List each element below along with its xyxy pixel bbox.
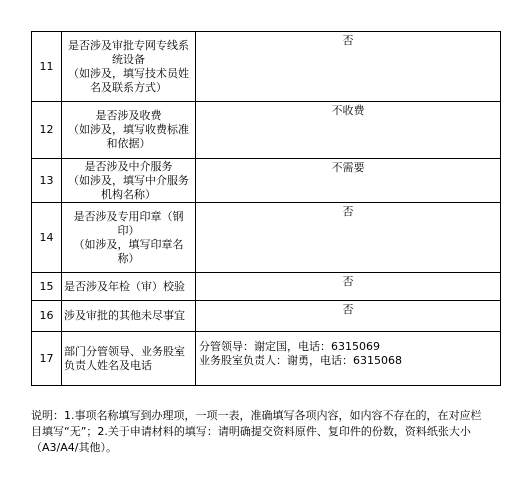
label-line: （如涉及，填写技术员姓 xyxy=(68,66,189,80)
table-row-16 xyxy=(32,301,501,332)
row-value-line: 业务股室负责人：谢勇，电话：6315068 xyxy=(199,353,402,367)
label-line: 是否涉及专用印章（钢 xyxy=(73,209,184,223)
label-line: （如涉及，填写中介服务 xyxy=(68,173,189,187)
label-line: （如涉及，填写收费标准 xyxy=(68,123,189,136)
table-row-11 xyxy=(32,32,501,102)
row-value-cell xyxy=(196,102,501,159)
label-line: 是否涉及中介服务 xyxy=(84,159,173,173)
label-line: 印） xyxy=(117,223,140,237)
row-value-cell xyxy=(196,159,501,203)
row-value: 否 xyxy=(342,303,354,316)
label-line: 统设备 xyxy=(112,52,145,66)
table-row-15 xyxy=(32,273,501,301)
row-label xyxy=(62,102,196,159)
row-value-cell xyxy=(196,273,501,301)
row-value-cell xyxy=(196,332,501,386)
row-number: 14 xyxy=(32,203,62,273)
label-line: 涉及审批的其他未尽事宜 xyxy=(64,309,185,322)
table-row-12 xyxy=(32,102,501,159)
row-value: 不需要 xyxy=(331,161,365,174)
label-line: 和依据） xyxy=(106,137,151,150)
row-number: 13 xyxy=(32,159,62,203)
label-line: 称） xyxy=(117,251,140,265)
row-label xyxy=(62,203,196,273)
row-number: 11 xyxy=(32,32,62,102)
row-label xyxy=(62,32,196,102)
item-detail-table xyxy=(31,31,501,386)
row-label xyxy=(62,273,196,301)
row-label xyxy=(62,332,196,386)
table-row-17 xyxy=(32,332,501,386)
label-line: 是否涉及审批专网专线系 xyxy=(68,38,189,52)
row-number: 12 xyxy=(32,102,62,159)
row-label xyxy=(62,159,196,203)
label-line: 负责人姓名及电话 xyxy=(64,358,152,372)
label-line: 机构名称） xyxy=(101,187,156,201)
row-label xyxy=(62,301,196,332)
label-line: 是否涉及年检（审）校验 xyxy=(64,279,185,293)
row-value: 否 xyxy=(342,34,354,47)
footnote-text: 说明：1.事项名称填写到办理项，一项一表，准确填写各项内容，如内容不存在的，在对应栏目填写“无”；2.关于申请材料的填写：请明确提交资料原件、复印件的份数，资料纸张大小（A3/A4/其他）。 xyxy=(31,409,482,454)
table-row-13 xyxy=(32,159,501,203)
row-value-cell xyxy=(196,203,501,273)
label-line: 是否涉及收费 xyxy=(95,109,162,122)
row-value-cell xyxy=(196,301,501,332)
label-line: 部门分管领导、业务股室 xyxy=(64,344,185,358)
row-number: 15 xyxy=(32,273,62,301)
row-value-line: 分管领导：谢定国，电话：6315069 xyxy=(199,339,380,353)
table-row-14 xyxy=(32,203,501,273)
label-line: 名及联系方式） xyxy=(90,80,167,94)
row-number: 17 xyxy=(32,332,62,386)
row-value: 不收费 xyxy=(331,104,365,117)
row-value-cell xyxy=(196,32,501,102)
row-number: 16 xyxy=(32,301,62,332)
label-line: （如涉及，填写印章名 xyxy=(73,237,184,251)
row-value: 否 xyxy=(342,275,354,288)
row-value: 否 xyxy=(342,205,354,218)
